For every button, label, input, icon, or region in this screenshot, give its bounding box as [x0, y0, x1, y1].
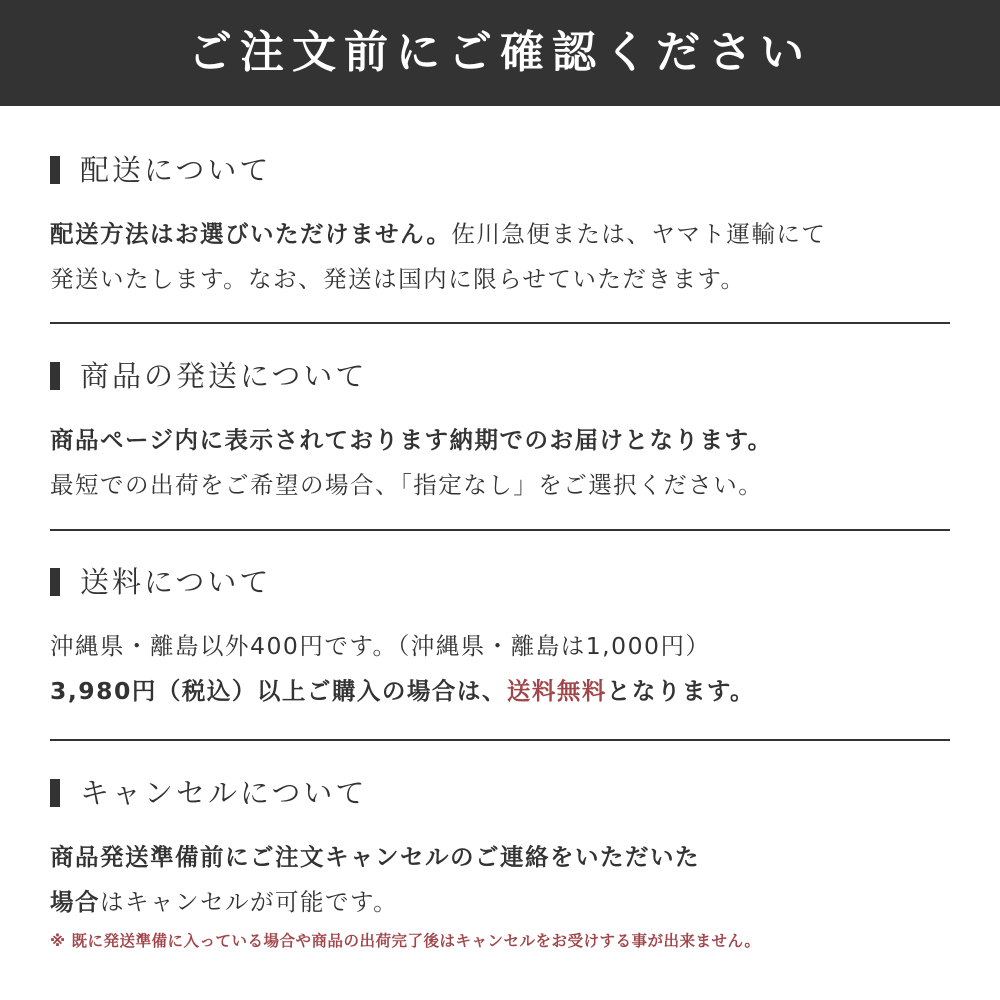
heading-bar-icon	[50, 568, 60, 596]
heading-bar-icon	[50, 362, 60, 390]
bold-text: 商品発送準備前にご注文キャンセルのご連絡をいただいた	[50, 843, 700, 871]
body-line	[50, 669, 950, 714]
section-product-shipping	[50, 356, 950, 508]
free-shipping-highlight: 送料無料	[506, 677, 607, 705]
cancellation-note: ※ 既に発送準備に入っている場合や商品の出荷完了後はキャンセルをお受けする事が出来ません。	[50, 932, 761, 950]
body-line	[50, 624, 950, 669]
body-line	[50, 880, 950, 925]
normal-text: 最短での出荷をご希望の場合、「指定なし」をご選択ください。	[50, 471, 764, 499]
section-divider	[50, 739, 950, 741]
heading-bar-icon	[50, 156, 60, 184]
bold-text: 商品ページ内に表示されております納期でのお届けとなります。	[50, 426, 773, 454]
section-shipping-fee	[50, 562, 950, 714]
section-heading	[50, 562, 950, 602]
normal-text: 沖縄県・離島以外400円です。（沖縄県・離島は1,000円）	[50, 632, 711, 660]
section-divider	[50, 322, 950, 324]
heading-bar-icon	[50, 779, 60, 807]
section-shipping	[50, 150, 950, 302]
section-cancellation	[50, 773, 950, 953]
body-line	[50, 212, 950, 257]
section-title: 配送について	[80, 152, 272, 187]
normal-text: 発送いたします。なお、発送は国内に限らせていただきます。	[50, 265, 746, 293]
page-title: ご注文前にご確認ください	[188, 27, 812, 78]
header-banner	[0, 0, 1000, 106]
bold-text: 3,980円（税込）以上ご購入の場合は、	[50, 677, 507, 705]
bold-text: となります。	[606, 677, 755, 705]
body-line	[50, 257, 950, 302]
section-heading	[50, 356, 950, 396]
body-line	[50, 418, 950, 463]
normal-text: はキャンセルが可能です。	[100, 888, 399, 916]
bold-text: 配送方法はお選びいただけません。	[50, 220, 452, 248]
section-title: 送料について	[80, 564, 272, 599]
body-line	[50, 835, 950, 880]
normal-text: 佐川急便または、ヤマト運輸にて	[451, 220, 827, 248]
section-title: 商品の発送について	[80, 358, 368, 393]
section-divider	[50, 529, 950, 531]
bold-text: 場合	[50, 888, 100, 916]
section-heading	[50, 150, 950, 190]
body-line	[50, 463, 950, 508]
section-heading	[50, 773, 950, 813]
section-title: キャンセルについて	[80, 775, 368, 810]
